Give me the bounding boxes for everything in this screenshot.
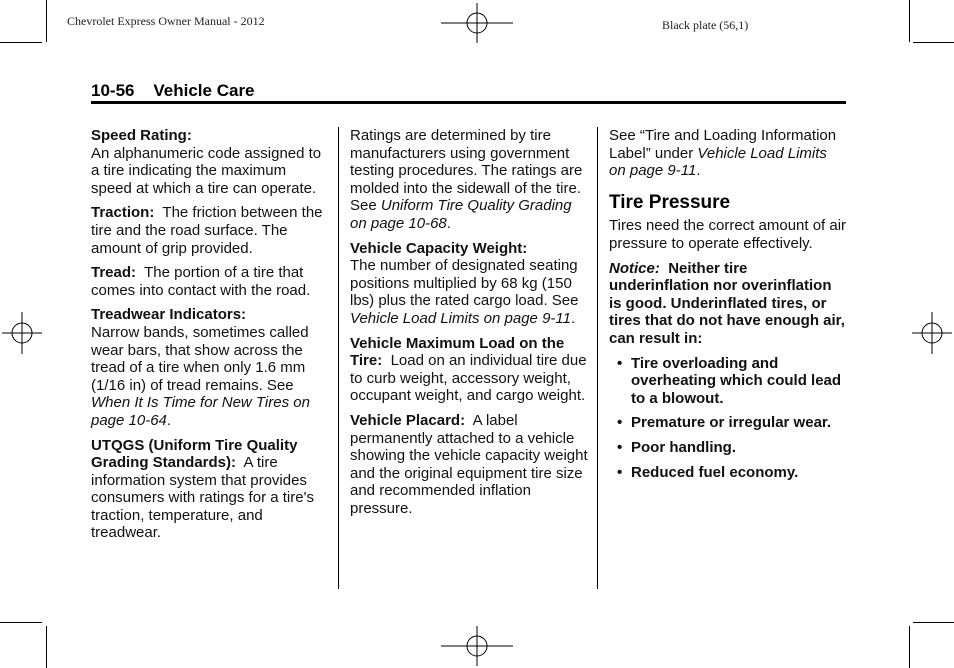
see-paragraph bbox=[609, 127, 847, 180]
list-item bbox=[609, 414, 847, 432]
list-item-text: Premature or irregular wear. bbox=[631, 414, 832, 432]
definition-tread bbox=[91, 264, 327, 299]
registration-mark-icon bbox=[2, 312, 42, 354]
term: Vehicle Placard: bbox=[350, 411, 466, 429]
notice-paragraph bbox=[609, 260, 847, 348]
registration-mark-icon bbox=[441, 3, 513, 43]
crop-mark bbox=[909, 626, 910, 668]
list-item-text: Tire overloading and overheating which could lead to a blowout. bbox=[631, 354, 842, 407]
definition-treadwear bbox=[91, 306, 327, 429]
punctuation: . bbox=[696, 162, 701, 180]
bullet-icon: • bbox=[617, 463, 623, 481]
definition-text: The friction between the tire and the road surface. The amount of grip provided. bbox=[91, 204, 323, 257]
term: UTQGS (Uniform Tire Quality Grading Standards): bbox=[91, 436, 298, 472]
list-item bbox=[609, 355, 847, 408]
column-1 bbox=[91, 127, 327, 549]
bullet-icon: • bbox=[617, 414, 623, 432]
list-item bbox=[609, 464, 847, 482]
crop-mark bbox=[46, 0, 47, 42]
definition-traction bbox=[91, 204, 327, 257]
column-2 bbox=[350, 127, 588, 524]
paragraph-text: See “Tire and Loading Information Label” under bbox=[609, 127, 837, 162]
column-divider bbox=[597, 127, 598, 589]
notice-label: Notice: bbox=[609, 259, 660, 277]
punctuation: . bbox=[166, 411, 172, 429]
page-number: 10-56 bbox=[91, 81, 135, 100]
column-divider bbox=[338, 127, 339, 589]
definition-capacity-weight bbox=[350, 240, 588, 328]
notice-text: Neither tire underinflation nor overinflation is good. Underinflated tires, or tires that do not have enough air, can result in: bbox=[609, 259, 845, 347]
list-item bbox=[609, 439, 847, 457]
definition-text: Narrow bands, sometimes called wear bars, that show across the tread of a tire when only 1.6 mm (1/16 in) of tread remains. See bbox=[91, 323, 309, 394]
term: Speed Rating: bbox=[91, 127, 192, 144]
cross-reference-link[interactable]: When It Is Time for New Tires on page 10-64 bbox=[91, 394, 310, 429]
registration-mark-icon bbox=[912, 312, 952, 354]
definition-speed-rating bbox=[91, 127, 327, 197]
manual-title: Chevrolet Express Owner Manual - 2012 bbox=[67, 14, 265, 28]
paragraph-text: Ratings are determined by tire manufacturers using government testing procedures. The ratings are molded into the sidewall of the tire. See bbox=[350, 127, 583, 215]
header-rule bbox=[91, 101, 846, 104]
consequence-list bbox=[609, 355, 847, 482]
ratings-paragraph bbox=[350, 127, 588, 233]
punctuation: . bbox=[570, 309, 576, 327]
punctuation: . bbox=[446, 214, 451, 232]
term: Vehicle Capacity Weight: bbox=[350, 239, 528, 257]
crop-mark bbox=[0, 42, 42, 43]
definition-text: The number of designated seating positions multiplied by 68 kg (150 lbs) plus the rated cargo load. See bbox=[350, 257, 579, 310]
crop-mark bbox=[913, 622, 954, 623]
registration-mark-icon bbox=[441, 626, 513, 666]
term: Tread: bbox=[91, 264, 137, 282]
cross-reference-link[interactable]: Uniform Tire Quality Grading on page 10-68 bbox=[350, 197, 572, 232]
definition-placard bbox=[350, 412, 588, 518]
cross-reference-link[interactable]: Vehicle Load Limits on page 9-11 bbox=[609, 144, 827, 180]
definition-text: Load on an individual tire due to curb weight, accessory weight, occupant weight, and cargo weight. bbox=[350, 352, 587, 405]
bullet-icon: • bbox=[617, 354, 623, 372]
column-3 bbox=[609, 127, 847, 488]
definition-text: An alphanumeric code assigned to a tire indicating the maximum speed at which a tire can operate. bbox=[91, 144, 322, 197]
intro-paragraph: Tires need the correct amount of air pressure to operate effectively. bbox=[609, 217, 847, 252]
plate-label: Black plate (56,1) bbox=[662, 18, 749, 32]
definition-text: The portion of a tire that comes into contact with the road. bbox=[91, 264, 311, 299]
term: Treadwear Indicators: bbox=[91, 306, 247, 324]
list-item-text: Poor handling. bbox=[631, 438, 736, 456]
definition-utqgs bbox=[91, 437, 327, 543]
term: Traction: bbox=[91, 204, 155, 222]
definition-max-load bbox=[350, 335, 588, 405]
subsection-heading: Tire Pressure bbox=[609, 191, 731, 213]
bullet-icon: • bbox=[617, 438, 623, 456]
crop-mark bbox=[0, 622, 42, 623]
list-item-text: Reduced fuel economy. bbox=[631, 463, 799, 481]
definition-text: A label permanently attached to a vehicle showing the vehicle capacity weight and the original equipment tire size and recommended inflation pressure. bbox=[350, 411, 588, 517]
definition-text: A tire information system that provides consumers with ratings for a tire's traction, temperature, and treadwear. bbox=[91, 454, 314, 542]
crop-mark bbox=[909, 0, 910, 42]
section-title: Vehicle Care bbox=[153, 81, 255, 100]
term: Vehicle Maximum Load on the Tire: bbox=[350, 334, 565, 370]
crop-mark bbox=[46, 626, 47, 668]
cross-reference-link[interactable]: Vehicle Load Limits on page 9-11 bbox=[350, 309, 571, 327]
crop-mark bbox=[913, 42, 954, 43]
section-header bbox=[91, 81, 255, 101]
